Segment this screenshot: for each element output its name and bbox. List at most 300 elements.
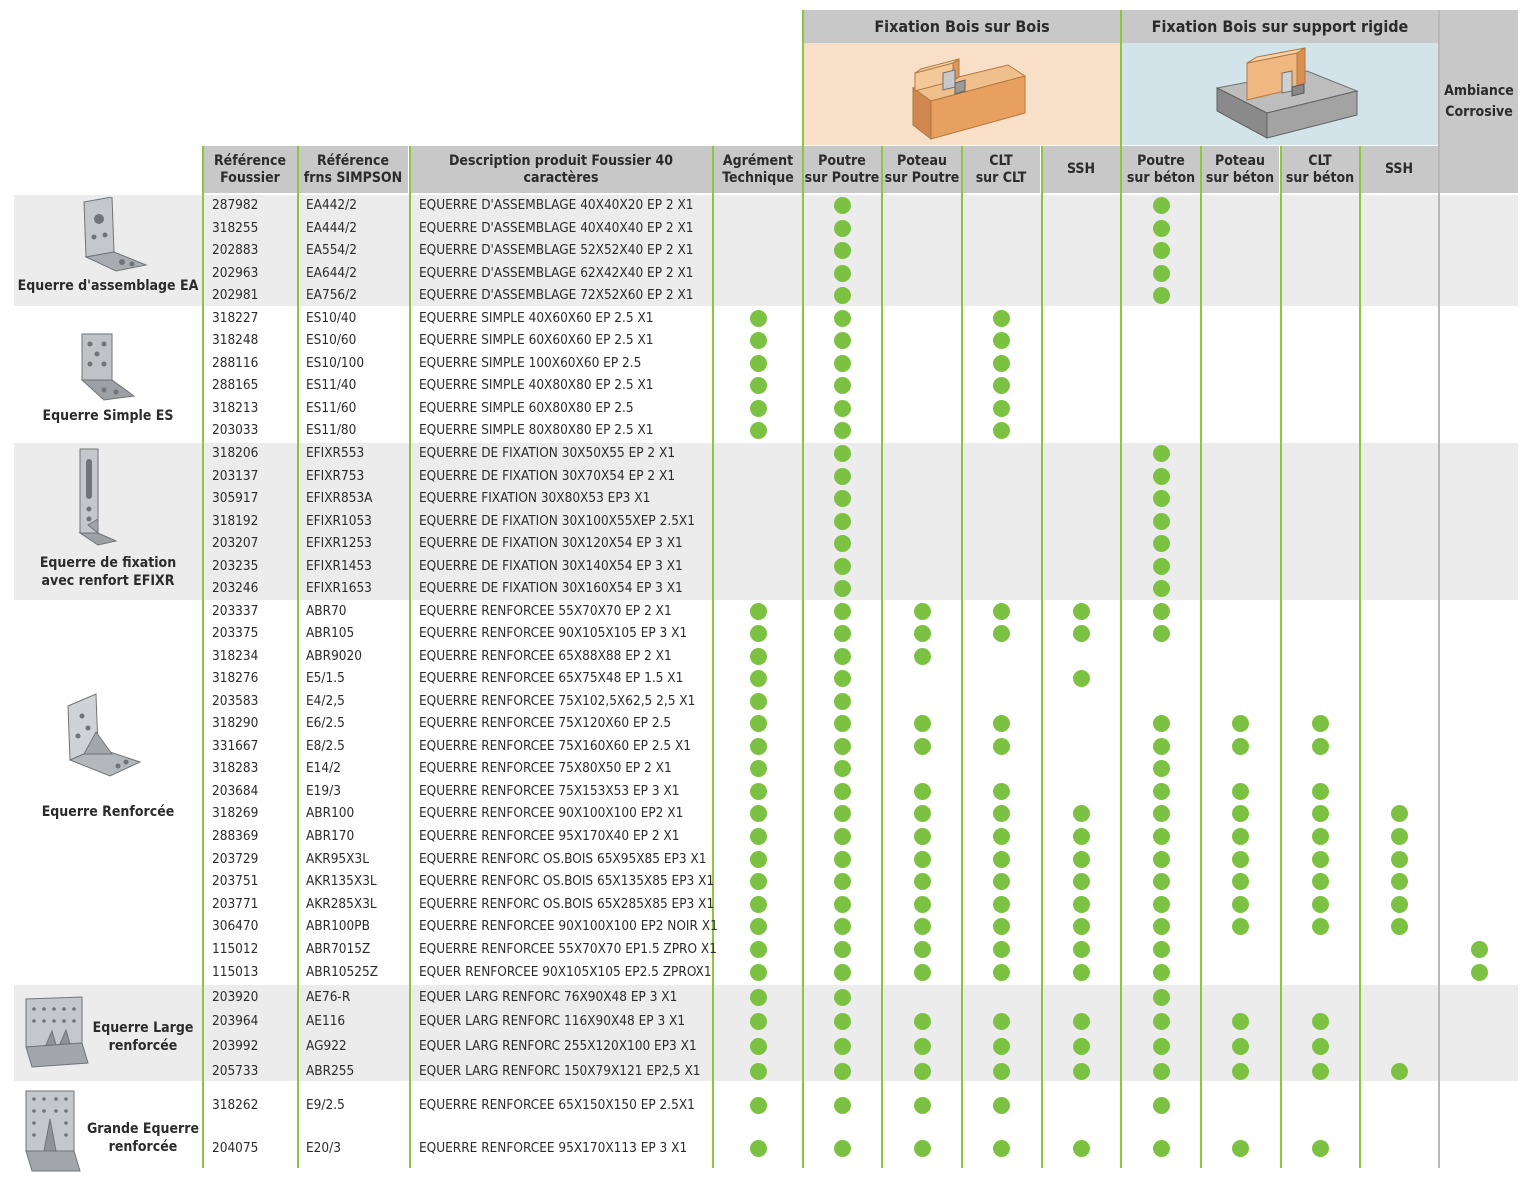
- cell-ref-foussier: 203751: [212, 873, 259, 889]
- cell-description: EQUERRE DE FIXATION 30X100X55XEP 2.5X1: [419, 513, 695, 529]
- column-header-1: Référence frns SIMPSON: [298, 146, 408, 193]
- cell-description: EQUERRE RENFORCEE 65X75X48 EP 1.5 X1: [419, 670, 684, 686]
- compatibility-dot: [1312, 1063, 1329, 1080]
- cell-description: EQUER RENFORCEE 90X105X105 EP2.5 ZPROX1: [419, 964, 712, 980]
- column-header-2: Description produit Foussier 40 caractères: [410, 146, 712, 193]
- compatibility-dot: [1153, 558, 1170, 575]
- cell-ref-foussier: 203207: [212, 535, 259, 551]
- angle-bracket-efixr-icon: [74, 447, 124, 547]
- cell-description: EQUER LARG RENFORC 76X90X48 EP 3 X1: [419, 989, 678, 1005]
- cell-ref-foussier: 203375: [212, 625, 259, 641]
- compatibility-dot: [1391, 805, 1408, 822]
- cell-ref-foussier: 288165: [212, 377, 259, 393]
- compatibility-dot: [1073, 1140, 1090, 1157]
- compatibility-dot: [1153, 941, 1170, 958]
- compatibility-dot: [1153, 1140, 1170, 1157]
- cell-description: EQUERRE RENFORCEE 75X120X60 EP 2.5: [419, 715, 672, 731]
- compatibility-dot: [1073, 670, 1090, 687]
- product-name-renforcee: Equerre Renforcée: [41, 804, 175, 820]
- compatibility-dot: [993, 377, 1010, 394]
- cell-description: EQUERRE RENFORC OS.BOIS 65X95X85 EP3 X1: [419, 851, 707, 867]
- compatibility-dot: [1312, 1140, 1329, 1157]
- compatibility-dot: [914, 805, 931, 822]
- compatibility-dot: [914, 941, 931, 958]
- compatibility-dot: [1312, 783, 1329, 800]
- compatibility-dot: [993, 783, 1010, 800]
- cell-ref-foussier: 202981: [212, 287, 259, 303]
- cell-ref-simpson: E4/2,5: [306, 693, 345, 709]
- cell-description: EQUERRE SIMPLE 60X60X60 EP 2.5 X1: [419, 332, 654, 348]
- compatibility-dot: [834, 989, 851, 1006]
- compatibility-dot: [914, 715, 931, 732]
- cell-ref-foussier: 203684: [212, 783, 259, 799]
- compatibility-dot: [1153, 783, 1170, 800]
- compatibility-dot: [914, 1140, 931, 1157]
- wood-beams-icon: [803, 43, 1121, 145]
- compatibility-dot: [1073, 1038, 1090, 1055]
- compatibility-dot: [834, 310, 851, 327]
- cell-ref-simpson: EFIXR853A: [306, 490, 373, 506]
- cell-ref-simpson: ES11/40: [306, 377, 357, 393]
- compatibility-dot: [993, 625, 1010, 642]
- compatibility-dot: [834, 535, 851, 552]
- compatibility-dot: [914, 1013, 931, 1030]
- cell-ref-foussier: 203137: [212, 468, 259, 484]
- compatibility-dot: [834, 828, 851, 845]
- grid-line-9: [1200, 146, 1202, 1168]
- cell-ref-foussier: 318255: [212, 220, 259, 236]
- compatibility-dot: [834, 964, 851, 981]
- cell-ref-simpson: EA644/2: [306, 265, 357, 281]
- cell-ref-simpson: ES11/80: [306, 422, 357, 438]
- cell-ref-simpson: E19/3: [306, 783, 341, 799]
- compatibility-dot: [750, 400, 767, 417]
- compatibility-dot: [1153, 760, 1170, 777]
- cell-ref-simpson: ABR70: [306, 603, 347, 619]
- product-group-renforcee: [14, 600, 202, 985]
- cell-description: EQUERRE RENFORCEE 75X102,5X62,5 2,5 X1: [419, 693, 696, 709]
- compatibility-dot: [1232, 1063, 1249, 1080]
- compatibility-dot: [1073, 603, 1090, 620]
- compatibility-dot: [750, 310, 767, 327]
- compatibility-dot: [914, 873, 931, 890]
- cell-description: EQUERRE SIMPLE 40X80X80 EP 2.5 X1: [419, 377, 654, 393]
- compatibility-dot: [914, 603, 931, 620]
- cell-ref-foussier: 203964: [212, 1013, 259, 1029]
- compatibility-dot: [750, 422, 767, 439]
- compatibility-dot: [1312, 715, 1329, 732]
- grid-line-10: [1280, 146, 1282, 1168]
- ambiance-label-line1: Ambiance: [1444, 82, 1514, 99]
- compatibility-dot: [1232, 738, 1249, 755]
- compatibility-dot: [1153, 220, 1170, 237]
- cell-ref-foussier: 204075: [212, 1140, 259, 1156]
- compatibility-dot: [993, 603, 1010, 620]
- cell-description: EQUERRE RENFORCEE 55X70X70 EP 2 X1: [419, 603, 672, 619]
- cell-description: EQUERRE D'ASSEMBLAGE 72X52X60 EP 2 X1: [419, 287, 694, 303]
- compatibility-dot: [834, 377, 851, 394]
- compatibility-dot: [834, 805, 851, 822]
- cell-ref-simpson: AKR285X3L: [306, 896, 377, 912]
- cell-ref-simpson: ES11/60: [306, 400, 357, 416]
- cell-ref-simpson: AKR95X3L: [306, 851, 369, 867]
- cell-ref-simpson: EA444/2: [306, 220, 357, 236]
- cell-ref-simpson: ABR100: [306, 805, 355, 821]
- cell-description: EQUERRE D'ASSEMBLAGE 40X40X40 EP 2 X1: [419, 220, 694, 236]
- compatibility-dot: [834, 468, 851, 485]
- cell-description: EQUERRE RENFORCEE 75X160X60 EP 2.5 X1: [419, 738, 692, 754]
- compatibility-dot: [1232, 828, 1249, 845]
- grid-line-3: [712, 146, 714, 1168]
- compatibility-dot: [993, 828, 1010, 845]
- compatibility-dot: [1391, 851, 1408, 868]
- product-group-grande: [14, 1083, 202, 1175]
- wood-on-wood-illustration: [803, 43, 1121, 145]
- cell-ref-foussier: 318248: [212, 332, 259, 348]
- compatibility-dot: [993, 715, 1010, 732]
- compatibility-dot: [914, 648, 931, 665]
- cell-ref-simpson: E6/2.5: [306, 715, 345, 731]
- compatibility-dot: [1391, 918, 1408, 935]
- compatibility-dot: [750, 1140, 767, 1157]
- grid-line-0: [202, 146, 204, 1168]
- grid-line-7: [1041, 146, 1043, 1168]
- cell-ref-foussier: 203771: [212, 896, 259, 912]
- cell-ref-simpson: E20/3: [306, 1140, 341, 1156]
- cell-ref-foussier: 318213: [212, 400, 259, 416]
- compatibility-dot: [750, 828, 767, 845]
- product-group-efixr: [14, 443, 202, 600]
- compatibility-dot: [834, 648, 851, 665]
- cell-ref-simpson: AE116: [306, 1013, 346, 1029]
- cell-ref-simpson: EFIXR553: [306, 445, 365, 461]
- cell-ref-simpson: AE76-R: [306, 989, 351, 1005]
- cell-ref-foussier: 318269: [212, 805, 259, 821]
- cell-ref-foussier: 305917: [212, 490, 259, 506]
- compatibility-dot: [993, 310, 1010, 327]
- cell-ref-simpson: ES10/100: [306, 355, 365, 371]
- wide-bracket-icon: [22, 995, 92, 1071]
- compatibility-dot: [914, 964, 931, 981]
- column-header-4: Poutre sur Poutre: [803, 146, 881, 193]
- cell-ref-simpson: E5/1.5: [306, 670, 345, 686]
- compatibility-dot: [1153, 828, 1170, 845]
- grid-line-1: [297, 146, 299, 1168]
- compatibility-dot: [834, 603, 851, 620]
- compatibility-dot: [834, 715, 851, 732]
- compatibility-dot: [1312, 805, 1329, 822]
- cell-description: EQUERRE RENFORC OS.BOIS 65X135X85 EP3 X1: [419, 873, 715, 889]
- column-header-0: Référence Foussier: [203, 146, 297, 193]
- cell-ref-foussier: 318192: [212, 513, 259, 529]
- cell-description: EQUERRE RENFORCEE 95X170X113 EP 3 X1: [419, 1140, 688, 1156]
- compatibility-dot: [834, 896, 851, 913]
- compatibility-dot: [914, 851, 931, 868]
- cell-description: EQUERRE RENFORCEE 65X88X88 EP 2 X1: [419, 648, 672, 664]
- compatibility-dot: [1312, 1038, 1329, 1055]
- cell-description: EQUERRE SIMPLE 100X60X60 EP 2.5: [419, 355, 642, 371]
- cell-ref-foussier: 318276: [212, 670, 259, 686]
- compatibility-dot: [1153, 851, 1170, 868]
- column-header-8: Poutre sur béton: [1122, 146, 1200, 193]
- cell-ref-simpson: ABR10525Z: [306, 964, 379, 980]
- compatibility-dot: [750, 332, 767, 349]
- grid-line-4: [802, 10, 804, 1168]
- cell-description: EQUER LARG RENFORC 116X90X48 EP 3 X1: [419, 1013, 686, 1029]
- cell-ref-foussier: 203337: [212, 603, 259, 619]
- compatibility-dot: [834, 1097, 851, 1114]
- compatibility-dot: [834, 197, 851, 214]
- product-name-grande: Grande Equerre renforcée: [86, 1121, 200, 1155]
- compatibility-dot: [914, 1097, 931, 1114]
- cell-description: EQUERRE DE FIXATION 30X160X54 EP 3 X1: [419, 580, 683, 596]
- compatibility-dot: [1153, 896, 1170, 913]
- compatibility-dot: [834, 693, 851, 710]
- column-header-11: SSH: [1360, 146, 1438, 193]
- compatibility-dot: [1232, 896, 1249, 913]
- compatibility-dot: [834, 422, 851, 439]
- compatibility-dot: [834, 220, 851, 237]
- group-title-rigid: Fixation Bois sur support rigide: [1151, 17, 1409, 36]
- compatibility-dot: [1312, 851, 1329, 868]
- compatibility-dot: [1471, 941, 1488, 958]
- compatibility-dot: [1153, 1097, 1170, 1114]
- compatibility-dot: [750, 941, 767, 958]
- compatibility-dot: [1153, 805, 1170, 822]
- compatibility-dot: [834, 1063, 851, 1080]
- cell-description: EQUERRE RENFORCEE 90X100X100 EP2 NOIR X1: [419, 918, 718, 934]
- cell-description: EQUERRE DE FIXATION 30X70X54 EP 2 X1: [419, 468, 676, 484]
- compatibility-dot: [834, 1013, 851, 1030]
- compatibility-dot: [1153, 445, 1170, 462]
- compatibility-dot: [1073, 1013, 1090, 1030]
- compatibility-dot: [993, 873, 1010, 890]
- compatibility-dot: [1391, 873, 1408, 890]
- cell-ref-simpson: ABR100PB: [306, 918, 370, 934]
- column-header-9: Poteau sur béton: [1201, 146, 1279, 193]
- compatibility-dot: [750, 670, 767, 687]
- cell-description: EQUERRE SIMPLE 60X80X80 EP 2.5: [419, 400, 634, 416]
- compatibility-dot: [750, 648, 767, 665]
- compatibility-dot: [750, 377, 767, 394]
- compatibility-dot: [834, 1038, 851, 1055]
- compatibility-dot: [914, 828, 931, 845]
- compatibility-dot: [1312, 738, 1329, 755]
- compatibility-dot: [993, 805, 1010, 822]
- compatibility-dot: [834, 783, 851, 800]
- compatibility-dot: [1073, 851, 1090, 868]
- cell-description: EQUER LARG RENFORC 150X79X121 EP2,5 X1: [419, 1063, 701, 1079]
- cell-description: EQUERRE FIXATION 30X80X53 EP3 X1: [419, 490, 651, 506]
- cell-ref-foussier: 115012: [212, 941, 259, 957]
- compatibility-dot: [750, 1097, 767, 1114]
- compatibility-dot: [750, 355, 767, 372]
- compatibility-dot: [834, 851, 851, 868]
- compatibility-dot: [1153, 873, 1170, 890]
- product-name-large: Equerre Large renforcée: [92, 1020, 194, 1054]
- compatibility-dot: [1391, 1063, 1408, 1080]
- large-bracket-icon: [22, 1089, 82, 1173]
- grid-line-11: [1359, 146, 1361, 1168]
- compatibility-dot: [914, 1038, 931, 1055]
- group-title-wood: Fixation Bois sur Bois: [874, 17, 1050, 36]
- cell-ref-simpson: ES10/40: [306, 310, 357, 326]
- cell-ref-foussier: 202963: [212, 265, 259, 281]
- ambiance-corrosive-header: [1440, 10, 1518, 193]
- compatibility-dot: [750, 738, 767, 755]
- compatibility-dot: [1073, 964, 1090, 981]
- compatibility-dot: [993, 1063, 1010, 1080]
- compatibility-dot: [750, 805, 767, 822]
- wood-on-rigid-illustration: [1122, 43, 1438, 145]
- cell-ref-simpson: ABR7015Z: [306, 941, 371, 957]
- cell-ref-simpson: ABR105: [306, 625, 355, 641]
- cell-description: EQUER LARG RENFORC 255X120X100 EP3 X1: [419, 1038, 697, 1054]
- compatibility-dot: [834, 265, 851, 282]
- cell-ref-foussier: 205733: [212, 1063, 259, 1079]
- cell-ref-foussier: 318283: [212, 760, 259, 776]
- angle-bracket-ea-icon: [74, 197, 154, 272]
- cell-description: EQUERRE SIMPLE 40X60X60 EP 2.5 X1: [419, 310, 654, 326]
- product-name-ea: Equerre d'assemblage EA: [17, 278, 199, 294]
- grid-line-8: [1120, 10, 1122, 1168]
- compatibility-dot: [1312, 873, 1329, 890]
- cell-ref-foussier: 318206: [212, 445, 259, 461]
- group-header-rigid: [1122, 10, 1438, 43]
- compatibility-dot: [914, 1063, 931, 1080]
- cell-description: EQUERRE DE FIXATION 30X50X55 EP 2 X1: [419, 445, 676, 461]
- angle-bracket-es-icon: [74, 332, 144, 402]
- compatibility-dot: [750, 625, 767, 642]
- compatibility-dot: [993, 738, 1010, 755]
- cell-ref-simpson: EFIXR1253: [306, 535, 372, 551]
- cell-description: EQUERRE RENFORCEE 65X150X150 EP 2.5X1: [419, 1097, 695, 1113]
- compatibility-dot: [834, 873, 851, 890]
- compatibility-dot: [993, 355, 1010, 372]
- compatibility-dot: [993, 964, 1010, 981]
- grid-line-2: [409, 146, 411, 1168]
- cell-description: EQUERRE SIMPLE 80X80X80 EP 2.5 X1: [419, 422, 654, 438]
- cell-ref-simpson: ABR255: [306, 1063, 355, 1079]
- cell-ref-foussier: 318290: [212, 715, 259, 731]
- compatibility-dot: [1153, 738, 1170, 755]
- compatibility-dot: [834, 670, 851, 687]
- cell-ref-simpson: ABR9020: [306, 648, 362, 664]
- compatibility-dot: [993, 1097, 1010, 1114]
- compatibility-dot: [750, 851, 767, 868]
- cell-description: EQUERRE DE FIXATION 30X120X54 EP 3 X1: [419, 535, 683, 551]
- compatibility-dot: [1073, 625, 1090, 642]
- cell-ref-foussier: 203729: [212, 851, 259, 867]
- compatibility-dot: [834, 580, 851, 597]
- product-group-ea: [14, 195, 202, 306]
- cell-ref-simpson: E9/2.5: [306, 1097, 345, 1113]
- cell-description: EQUERRE D'ASSEMBLAGE 40X40X20 EP 2 X1: [419, 197, 694, 213]
- compatibility-dot: [834, 445, 851, 462]
- compatibility-dot: [1312, 1013, 1329, 1030]
- compatibility-dot: [750, 1038, 767, 1055]
- compatibility-dot: [993, 332, 1010, 349]
- compatibility-dot: [750, 760, 767, 777]
- compatibility-dot: [834, 242, 851, 259]
- compatibility-dot: [750, 1013, 767, 1030]
- cell-description: EQUERRE RENFORCEE 75X80X50 EP 2 X1: [419, 760, 672, 776]
- compatibility-dot: [993, 851, 1010, 868]
- cell-ref-foussier: 202883: [212, 242, 259, 258]
- cell-description: EQUERRE DE FIXATION 30X140X54 EP 3 X1: [419, 558, 683, 574]
- compatibility-dot: [993, 422, 1010, 439]
- cell-ref-foussier: 203583: [212, 693, 259, 709]
- compatibility-dot: [1153, 964, 1170, 981]
- compatibility-dot: [750, 964, 767, 981]
- compatibility-dot: [834, 625, 851, 642]
- compatibility-dot: [834, 490, 851, 507]
- compatibility-dot: [1312, 828, 1329, 845]
- column-header-10: CLT sur béton: [1281, 146, 1359, 193]
- cell-ref-foussier: 306470: [212, 918, 259, 934]
- compatibility-dot: [834, 760, 851, 777]
- cell-ref-simpson: EA756/2: [306, 287, 357, 303]
- compatibility-dot: [1073, 1063, 1090, 1080]
- compatibility-dot: [1232, 715, 1249, 732]
- column-header-3: Agrément Technique: [714, 146, 802, 193]
- cell-ref-foussier: 318234: [212, 648, 259, 664]
- compatibility-dot: [834, 558, 851, 575]
- cell-ref-foussier: 203246: [212, 580, 259, 596]
- compatibility-dot: [750, 989, 767, 1006]
- compatibility-dot: [1471, 964, 1488, 981]
- cell-description: EQUERRE RENFORCEE 75X153X53 EP 3 X1: [419, 783, 680, 799]
- cell-ref-foussier: 115013: [212, 964, 259, 980]
- compatibility-dot: [1232, 851, 1249, 868]
- compatibility-dot: [750, 603, 767, 620]
- compatibility-dot: [1153, 513, 1170, 530]
- cell-description: EQUERRE RENFORCEE 95X170X40 EP 2 X1: [419, 828, 680, 844]
- compatibility-dot: [914, 738, 931, 755]
- cell-ref-foussier: 203235: [212, 558, 259, 574]
- product-name-es: Equerre Simple ES: [42, 408, 174, 424]
- compatibility-dot: [1073, 828, 1090, 845]
- cell-ref-simpson: AKR135X3L: [306, 873, 377, 889]
- compatibility-dot: [993, 918, 1010, 935]
- product-group-es: [14, 306, 202, 443]
- compatibility-dot: [1391, 828, 1408, 845]
- reinforced-bracket-icon: [62, 692, 152, 782]
- compatibility-dot: [1391, 896, 1408, 913]
- grid-line-6: [961, 146, 963, 1168]
- compatibility-dot: [834, 332, 851, 349]
- cell-ref-simpson: AG922: [306, 1038, 347, 1054]
- compatibility-dot: [1153, 625, 1170, 642]
- compatibility-dot: [1073, 918, 1090, 935]
- cell-ref-simpson: ES10/60: [306, 332, 357, 348]
- compatibility-dot: [750, 873, 767, 890]
- cell-description: EQUERRE D'ASSEMBLAGE 52X52X40 EP 2 X1: [419, 242, 694, 258]
- compatibility-dot: [1153, 918, 1170, 935]
- compatibility-dot: [993, 1038, 1010, 1055]
- compatibility-dot: [834, 918, 851, 935]
- grid-line-5: [881, 146, 883, 1168]
- compatibility-dot: [1232, 918, 1249, 935]
- cell-description: EQUERRE RENFORCEE 90X105X105 EP 3 X1: [419, 625, 688, 641]
- column-header-7: SSH: [1042, 146, 1120, 193]
- cell-ref-simpson: EFIXR1453: [306, 558, 372, 574]
- compatibility-dot: [1312, 896, 1329, 913]
- column-header-6: CLT sur CLT: [962, 146, 1040, 193]
- compatibility-dot: [1153, 1063, 1170, 1080]
- compatibility-dot: [1153, 715, 1170, 732]
- compatibility-dot: [1232, 1140, 1249, 1157]
